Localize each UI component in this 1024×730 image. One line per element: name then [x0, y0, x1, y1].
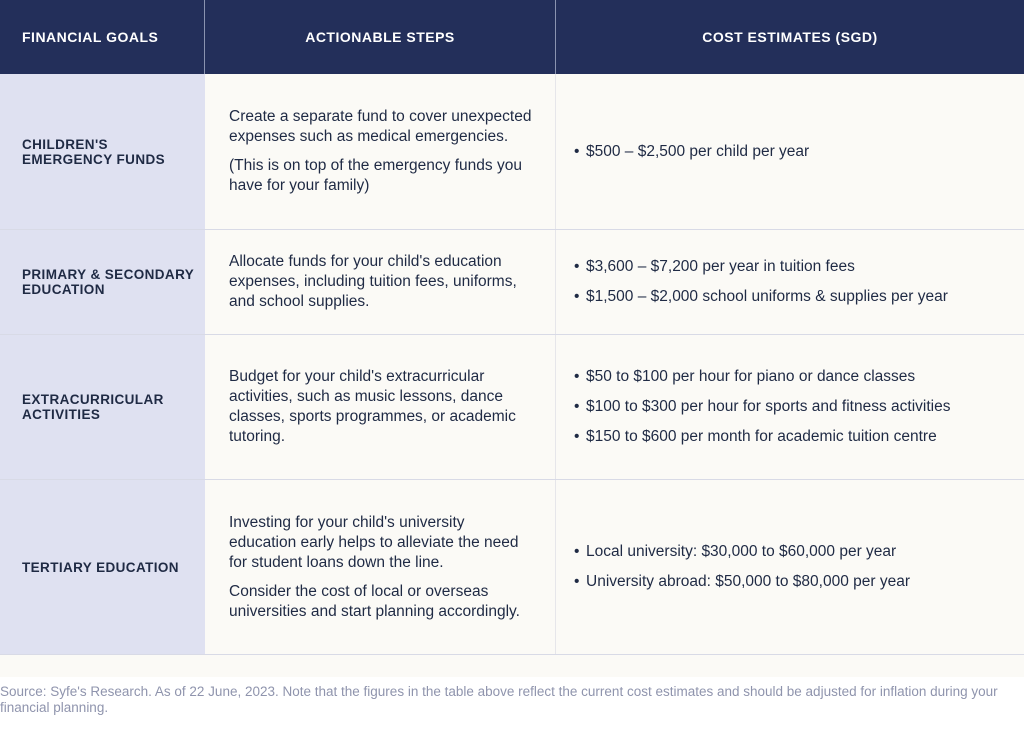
- cost-item: • $1,500 – $2,000 school uniforms & supplies per year: [574, 288, 948, 305]
- header-financial-goals: FINANCIAL GOALS: [0, 0, 205, 74]
- goal-cell: PRIMARY & SECONDARY EDUCATION: [0, 230, 205, 334]
- steps-cell: [205, 74, 556, 229]
- step-text: (This is on top of the emergency funds you have for your family): [229, 157, 522, 194]
- source-note: Source: Syfe's Research. As of 22 June, 2023. Note that the figures in the table above reflect the current cost estimates and should be adjusted for inflation during your financial planning.: [0, 684, 998, 715]
- table-row: [0, 74, 1024, 230]
- cost-item: • $50 to $100 per hour for piano or dance classes: [574, 368, 916, 385]
- cost-item: • $150 to $600 per month for academic tuition centre: [574, 428, 937, 445]
- goal-cell: CHILDREN'S EMERGENCY FUNDS: [0, 74, 205, 229]
- step-text: Budget for your child's extracurricular activities, such as music lessons, dance classes, sports programmes, or academic tutoring.: [229, 368, 516, 445]
- costs-cell: [556, 335, 1024, 479]
- goal-cell: TERTIARY EDUCATION: [0, 480, 205, 654]
- cost-item: • Local university: $30,000 to $60,000 per year: [574, 543, 897, 560]
- table-row: [0, 230, 1024, 335]
- step-text: Consider the cost of local or overseas universities and start planning accordingly.: [229, 582, 520, 620]
- step-text: Investing for your child's university education early helps to alleviate the need for student loans down the line.: [229, 513, 519, 571]
- table-header: [0, 0, 1024, 74]
- step-text: Create a separate fund to cover unexpected expenses such as medical emergencies.: [229, 108, 532, 145]
- costs-cell: [556, 480, 1024, 654]
- goal-cell: EXTRACURRICULAR ACTIVITIES: [0, 335, 205, 479]
- cost-item: • $3,600 – $7,200 per year in tuition fees: [574, 258, 855, 275]
- cost-item: • University abroad: $50,000 to $80,000 per year: [574, 573, 910, 590]
- costs-cell: [556, 230, 1024, 334]
- costs-cell: [556, 74, 1024, 229]
- steps-cell: [205, 335, 556, 479]
- steps-cell: [205, 230, 556, 334]
- header-actionable-steps: ACTIONABLE STEPS: [205, 0, 556, 74]
- step-text: Allocate funds for your child's education expenses, including tuition fees, uniforms, and school supplies.: [229, 253, 517, 310]
- cost-item: • $100 to $300 per hour for sports and fitness activities: [574, 398, 951, 415]
- table-row: [0, 480, 1024, 655]
- table-footer-band: [0, 655, 1024, 677]
- table-row: [0, 335, 1024, 480]
- cost-item: • $500 – $2,500 per child per year: [574, 142, 810, 160]
- header-cost-estimates: COST ESTIMATES (SGD): [702, 29, 878, 45]
- steps-cell: [205, 480, 556, 654]
